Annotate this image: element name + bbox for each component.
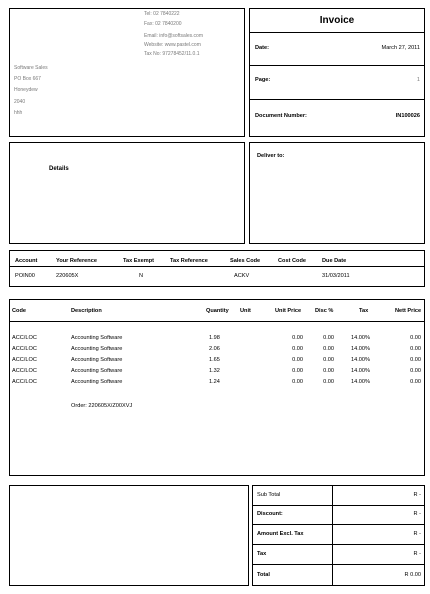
total-label: Total (257, 572, 270, 578)
row-quantity: 2.06 (209, 346, 220, 352)
page-value: 1 (416, 77, 420, 83)
row-description: Accounting Software (71, 335, 123, 341)
line-items-table (9, 299, 425, 476)
row-nett-price: 0.00 (410, 379, 421, 385)
address-line: Software Sales (14, 65, 48, 71)
tax-exempt-header: Tax Exempt (123, 258, 154, 264)
row-nett-price: 0.00 (410, 368, 421, 374)
amount-excl-tax-value: R - (413, 531, 421, 537)
tax-value: R - (413, 551, 421, 557)
divider (253, 564, 424, 565)
date-label: Date: (255, 45, 269, 51)
account-header: Account (15, 258, 38, 264)
row-unit-price: 0.00 (292, 335, 303, 341)
subtotal-label: Sub Total (257, 492, 281, 498)
discount-label: Discount: (257, 511, 283, 517)
company-email: Email: info@softsales.com (144, 33, 203, 39)
row-code: ACC/LOC (12, 335, 37, 341)
company-website: Website: www.pastel.com (144, 42, 201, 48)
subtotal-value: R - (413, 492, 421, 498)
row-tax: 14.00% (351, 346, 370, 352)
page-label: Page: (255, 77, 271, 83)
row-unit-price: 0.00 (292, 357, 303, 363)
row-nett-price: 0.00 (410, 335, 421, 341)
address-line: hhh (14, 110, 23, 116)
cost-code-header: Cost Code (278, 258, 306, 264)
row-quantity: 1.65 (209, 357, 220, 363)
reference-value: 220605X (56, 273, 79, 279)
divider (332, 486, 333, 585)
row-tax: 14.00% (351, 379, 370, 385)
unit-header: Unit (240, 308, 251, 314)
company-tel: Tel: 02 7840222 (144, 11, 180, 17)
row-nett-price: 0.00 (410, 346, 421, 352)
due-date-header: Due Date (322, 258, 347, 264)
document-number-value: IN100026 (395, 113, 420, 119)
row-code: ACC/LOC (12, 379, 37, 385)
divider (10, 266, 424, 267)
discount-header: Disc % (315, 308, 334, 314)
due-date-value: 31/03/2011 (322, 273, 350, 279)
row-quantity: 1.98 (209, 335, 220, 341)
invoice-header-box (249, 8, 425, 137)
details-label: Details (49, 166, 69, 172)
row-description: Accounting Software (71, 379, 123, 385)
row-quantity: 1.32 (209, 368, 220, 374)
row-discount: 0.00 (323, 346, 334, 352)
tax-label: Tax (257, 551, 267, 557)
row-nett-price: 0.00 (410, 357, 421, 363)
divider (250, 32, 424, 33)
description-header: Description (71, 308, 102, 314)
divider (253, 544, 424, 545)
row-description: Accounting Software (71, 346, 123, 352)
address-line: PO Box 667 (14, 76, 41, 82)
reference-header: Your Reference (56, 258, 97, 264)
date-value: March 27, 2011 (381, 45, 420, 51)
invoice-title: Invoice (319, 15, 355, 26)
row-description: Accounting Software (71, 357, 123, 363)
account-table (9, 250, 425, 287)
sales-code-value: ACKV (234, 273, 250, 279)
row-code: ACC/LOC (12, 346, 37, 352)
row-tax: 14.00% (351, 368, 370, 374)
row-code: ACC/LOC (12, 357, 37, 363)
tax-header: Tax (359, 308, 369, 314)
totals-box (252, 485, 425, 586)
quantity-header: Quantity (206, 308, 229, 314)
order-note: Order: 220605X/Z00XVJ (71, 403, 133, 409)
deliver-to-box (249, 142, 425, 244)
address-line: 2040 (14, 99, 26, 105)
row-unit-price: 0.00 (292, 346, 303, 352)
deliver-to-label: Deliver to: (257, 153, 285, 159)
divider (253, 524, 424, 525)
unit-price-header: Unit Price (275, 308, 302, 314)
company-fax: Fax: 02 7840200 (144, 21, 182, 27)
divider (250, 99, 424, 100)
amount-excl-tax-label: Amount Excl. Tax (257, 531, 304, 537)
divider (253, 505, 424, 506)
sales-code-header: Sales Code (230, 258, 261, 264)
row-code: ACC/LOC (12, 368, 37, 374)
account-value: POIN00 (15, 273, 35, 279)
notes-box (9, 485, 249, 586)
row-quantity: 1.24 (209, 379, 220, 385)
company-tax-no: Tax No: 97278452/11.0.1 (144, 51, 200, 57)
row-discount: 0.00 (323, 335, 334, 341)
divider (250, 65, 424, 66)
row-tax: 14.00% (351, 357, 370, 363)
row-tax: 14.00% (351, 335, 370, 341)
address-line: Honeydew (14, 87, 38, 93)
document-number-label: Document Number: (255, 113, 307, 119)
code-header: Code (12, 308, 26, 314)
row-discount: 0.00 (323, 379, 334, 385)
row-discount: 0.00 (323, 368, 334, 374)
nett-price-header: Nett Price (395, 308, 422, 314)
details-box (9, 142, 245, 244)
row-description: Accounting Software (71, 368, 123, 374)
row-unit-price: 0.00 (292, 379, 303, 385)
company-info-box (9, 8, 245, 137)
discount-value: R - (413, 511, 421, 517)
tax-exempt-value: N (139, 273, 144, 279)
total-value: R 0.00 (404, 572, 421, 578)
divider (10, 321, 424, 322)
row-unit-price: 0.00 (292, 368, 303, 374)
tax-reference-header: Tax Reference (170, 258, 208, 264)
row-discount: 0.00 (323, 357, 334, 363)
